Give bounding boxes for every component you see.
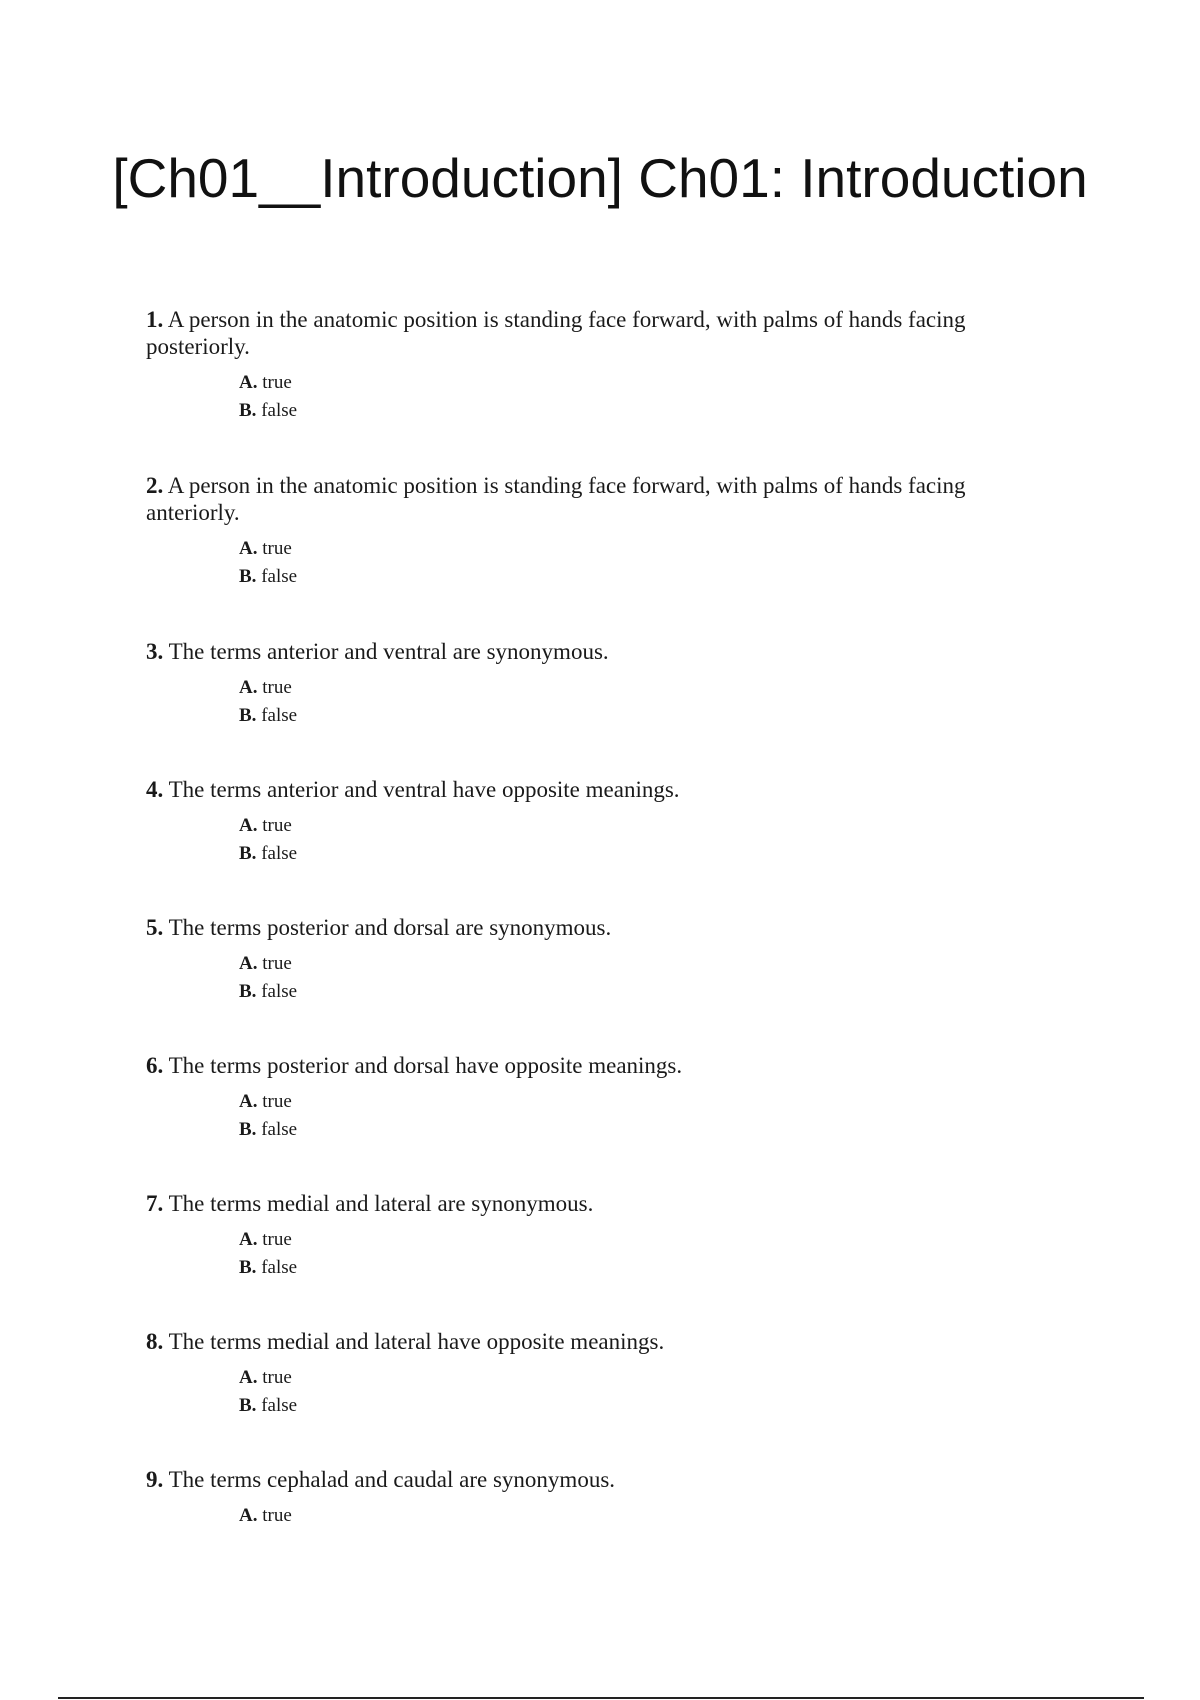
question-body: The terms medial and lateral are synonymous. bbox=[168, 1191, 594, 1216]
option-letter: B. bbox=[239, 1119, 257, 1140]
question-body: The terms cephalad and caudal are synonymous. bbox=[168, 1467, 616, 1492]
option-label: true bbox=[262, 677, 292, 698]
question-text bbox=[146, 1052, 1026, 1079]
option-a[interactable] bbox=[239, 1364, 1026, 1392]
option-letter: B. bbox=[239, 1257, 257, 1278]
option-label: false bbox=[261, 566, 298, 587]
answer-options bbox=[239, 535, 1026, 591]
option-label: true bbox=[262, 538, 292, 559]
option-b[interactable] bbox=[239, 1392, 1026, 1420]
option-b[interactable] bbox=[239, 978, 1026, 1006]
option-label: true bbox=[262, 1229, 292, 1250]
option-label: true bbox=[262, 372, 292, 393]
answer-options bbox=[239, 1502, 1026, 1530]
question-number: 6. bbox=[146, 1053, 164, 1078]
option-b[interactable] bbox=[239, 1254, 1026, 1282]
option-label: true bbox=[262, 1505, 292, 1526]
option-label: false bbox=[261, 1257, 298, 1278]
option-label: true bbox=[262, 1091, 292, 1112]
question-number: 1. bbox=[146, 307, 164, 332]
question-4 bbox=[146, 776, 1026, 868]
answer-options bbox=[239, 1088, 1026, 1144]
option-a[interactable] bbox=[239, 369, 1026, 397]
option-label: true bbox=[262, 1367, 292, 1388]
option-b[interactable] bbox=[239, 840, 1026, 868]
answer-options bbox=[239, 369, 1026, 425]
option-letter: B. bbox=[239, 400, 257, 421]
option-label: true bbox=[262, 815, 292, 836]
option-label: false bbox=[261, 981, 298, 1002]
question-number: 7. bbox=[146, 1191, 164, 1216]
option-letter: A. bbox=[239, 1091, 258, 1112]
option-label: false bbox=[261, 705, 298, 726]
option-a[interactable] bbox=[239, 950, 1026, 978]
option-b[interactable] bbox=[239, 1116, 1026, 1144]
question-body: The terms posterior and dorsal are synonymous. bbox=[168, 915, 612, 940]
option-label: false bbox=[261, 1395, 298, 1416]
question-3 bbox=[146, 638, 1026, 730]
option-b[interactable] bbox=[239, 563, 1026, 591]
answer-options bbox=[239, 950, 1026, 1006]
option-letter: A. bbox=[239, 1367, 258, 1388]
question-8 bbox=[146, 1328, 1026, 1420]
question-text bbox=[146, 638, 1026, 665]
question-2 bbox=[146, 472, 1026, 591]
question-number: 8. bbox=[146, 1329, 164, 1354]
option-a[interactable] bbox=[239, 674, 1026, 702]
question-text bbox=[146, 914, 1026, 941]
question-body: The terms anterior and ventral have opposite meanings. bbox=[168, 777, 680, 802]
question-body: The terms medial and lateral have opposite meanings. bbox=[168, 1329, 665, 1354]
answer-options bbox=[239, 674, 1026, 730]
question-body: The terms posterior and dorsal have opposite meanings. bbox=[168, 1053, 683, 1078]
option-letter: B. bbox=[239, 981, 257, 1002]
question-9 bbox=[146, 1466, 1026, 1530]
question-body: The terms anterior and ventral are synonymous. bbox=[168, 639, 609, 664]
question-5 bbox=[146, 914, 1026, 1006]
answer-options bbox=[239, 1364, 1026, 1420]
option-label: false bbox=[261, 400, 298, 421]
option-letter: B. bbox=[239, 843, 257, 864]
option-letter: A. bbox=[239, 538, 258, 559]
question-number: 4. bbox=[146, 777, 164, 802]
question-text bbox=[146, 306, 1026, 360]
option-label: false bbox=[261, 1119, 298, 1140]
option-label: false bbox=[261, 843, 298, 864]
option-a[interactable] bbox=[239, 1226, 1026, 1254]
option-letter: A. bbox=[239, 372, 258, 393]
answer-options bbox=[239, 812, 1026, 868]
question-text bbox=[146, 1328, 1026, 1355]
question-text bbox=[146, 1466, 1026, 1493]
question-number: 5. bbox=[146, 915, 164, 940]
question-number: 3. bbox=[146, 639, 164, 664]
question-text bbox=[146, 472, 1026, 526]
question-7 bbox=[146, 1190, 1026, 1282]
option-a[interactable] bbox=[239, 1502, 1026, 1530]
option-a[interactable] bbox=[239, 535, 1026, 563]
option-a[interactable] bbox=[239, 1088, 1026, 1116]
option-letter: B. bbox=[239, 1395, 257, 1416]
question-number: 9. bbox=[146, 1467, 164, 1492]
page-title: [Ch01__Introduction] Ch01: Introduction bbox=[112, 147, 1088, 209]
question-body: A person in the anatomic position is standing face forward, with palms of hands facing posteriorly. bbox=[146, 307, 966, 359]
footer-divider bbox=[58, 1697, 1144, 1699]
option-label: true bbox=[262, 953, 292, 974]
option-b[interactable] bbox=[239, 397, 1026, 425]
option-letter: B. bbox=[239, 566, 257, 587]
question-6 bbox=[146, 1052, 1026, 1144]
question-body: A person in the anatomic position is standing face forward, with palms of hands facing anteriorly. bbox=[146, 473, 966, 525]
question-text bbox=[146, 1190, 1026, 1217]
option-letter: A. bbox=[239, 677, 258, 698]
option-b[interactable] bbox=[239, 702, 1026, 730]
answer-options bbox=[239, 1226, 1026, 1282]
question-1 bbox=[146, 306, 1026, 425]
option-letter: A. bbox=[239, 953, 258, 974]
option-letter: A. bbox=[239, 1505, 258, 1526]
option-letter: A. bbox=[239, 1229, 258, 1250]
question-number: 2. bbox=[146, 473, 164, 498]
question-text bbox=[146, 776, 1026, 803]
option-a[interactable] bbox=[239, 812, 1026, 840]
option-letter: B. bbox=[239, 705, 257, 726]
option-letter: A. bbox=[239, 815, 258, 836]
